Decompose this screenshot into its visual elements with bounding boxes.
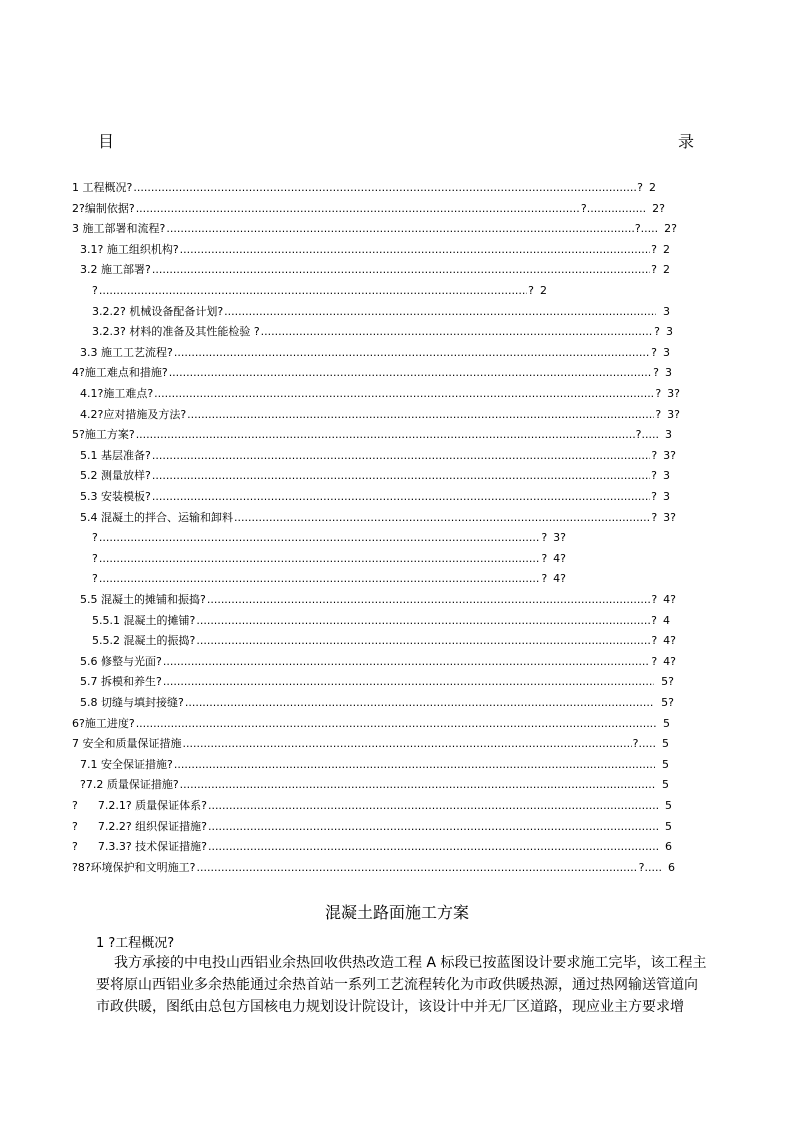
toc-entry[interactable] xyxy=(72,796,672,817)
toc-entry-title: 7.1 安全保证措施? xyxy=(80,757,173,771)
toc-entry-title: 5?施工方案? xyxy=(72,428,135,442)
toc-page-number: 2 xyxy=(663,263,670,277)
toc-entry[interactable] xyxy=(80,693,674,714)
toc-page-number: 6 xyxy=(665,840,672,854)
toc-page-number: 3? xyxy=(663,448,676,462)
toc-page-number: 3 xyxy=(665,428,672,442)
toc-entry-separator: ? xyxy=(651,345,657,359)
toc-leader-dots xyxy=(180,775,655,795)
toc-entry-separator: ? xyxy=(653,366,659,380)
toc-entry-separator: ? xyxy=(541,572,548,586)
toc-entry-title: ? xyxy=(92,551,98,565)
toc-leader-dots xyxy=(154,384,654,404)
toc-entry[interactable] xyxy=(92,549,566,570)
toc-leader-dots xyxy=(169,363,652,383)
toc-entry[interactable] xyxy=(80,775,669,796)
toc-entry-title: 5.6 修整与光面? xyxy=(80,654,162,668)
toc-page-number: 4? xyxy=(663,654,676,668)
toc-entry[interactable] xyxy=(72,178,656,199)
toc-entry-title: 5.5.1 混凝土的摊铺? xyxy=(92,613,196,627)
toc-entry[interactable] xyxy=(80,652,676,673)
toc-entry[interactable] xyxy=(92,611,670,632)
toc-entry-title: 7.3.3? 技术保证措施? xyxy=(97,840,208,854)
toc-leader-dots xyxy=(261,322,653,342)
toc-page-number: 5 xyxy=(663,716,670,730)
toc-page-number: 6 xyxy=(668,860,675,874)
toc-entry-title: 4?施工难点和措施? xyxy=(72,366,168,380)
toc-entry[interactable] xyxy=(80,672,674,693)
toc-entry-separator: ?..... xyxy=(635,428,659,442)
toc-entry-separator: ? xyxy=(541,551,548,565)
toc-page-number: 3? xyxy=(667,387,680,400)
toc-leader-dots xyxy=(180,240,650,260)
toc-leader-dots xyxy=(208,796,658,816)
toc-entry-separator: ? xyxy=(541,531,548,545)
toc-entry[interactable] xyxy=(72,363,672,384)
toc-leader-dots xyxy=(208,837,658,857)
toc-leader-dots xyxy=(174,343,650,363)
toc-entry-marker: ? xyxy=(72,799,78,812)
toc-entry-title: 7.2.1? 质量保证体系? xyxy=(97,799,208,812)
toc-entry-title: 5.2 测量放样? xyxy=(80,469,151,483)
toc-entry-separator: ? xyxy=(651,242,657,256)
toc-leader-dots xyxy=(224,302,656,322)
toc-page-number: 3 xyxy=(663,469,670,483)
toc-entry-separator: ?..... xyxy=(634,222,659,236)
toc-entry-separator: ?................. xyxy=(580,201,647,215)
toc-entry-title: 5.5.2 混凝土的振捣? xyxy=(92,634,196,648)
toc-page-number: 2 xyxy=(649,181,656,194)
toc-entry[interactable] xyxy=(92,569,566,590)
toc-entry-separator: ? xyxy=(528,284,534,297)
toc-page-number: 3 xyxy=(663,490,670,503)
toc-leader-dots xyxy=(163,672,654,692)
toc-entry[interactable] xyxy=(80,487,670,508)
toc-page-number: 3? xyxy=(663,510,676,524)
toc-entry[interactable] xyxy=(72,837,672,858)
toc-page-number: 4? xyxy=(553,572,566,586)
toc-entry-marker: ? xyxy=(72,840,78,854)
toc-entry-title: 3.1? 施工组织机构? xyxy=(80,242,179,256)
toc-entry-separator: ? xyxy=(651,263,657,277)
section-heading: 1 ?工程概况? xyxy=(96,936,175,951)
toc-heading-left: 目 xyxy=(98,132,115,151)
toc-entry-title: 5.3 安装模板? xyxy=(80,490,151,503)
toc-entry-title: 7.2.2? 组织保证措施? xyxy=(97,819,208,833)
toc-entry-separator: ?..... xyxy=(638,860,662,874)
toc-entry-separator: ? xyxy=(637,181,643,194)
toc-leader-dots xyxy=(133,178,636,198)
toc-entry-title: 3.2.3? 材料的准备及其性能检验 ? xyxy=(92,325,260,339)
toc-entry[interactable] xyxy=(72,425,672,446)
toc-entry-separator: ? xyxy=(651,510,658,524)
toc-leader-dots xyxy=(152,487,650,507)
toc-leader-dots xyxy=(234,508,650,528)
toc-leader-dots xyxy=(152,446,650,466)
toc-page-number: 5 xyxy=(665,799,672,812)
toc-leader-dots xyxy=(185,693,654,713)
toc-leader-dots xyxy=(152,466,650,486)
toc-entry-separator: ? xyxy=(655,387,662,400)
toc-entry[interactable] xyxy=(80,466,670,487)
toc-entry-title: 4.2?应对措施及方法? xyxy=(80,407,187,421)
toc-page-number: 5 xyxy=(662,757,669,771)
toc-page-number: 2? xyxy=(664,222,677,236)
toc-entry-title: ? xyxy=(92,284,98,297)
toc-leader-dots xyxy=(152,260,650,280)
toc-entry-title: ?7.2 质量保证措施? xyxy=(80,778,179,792)
toc-page-number: 5? xyxy=(661,675,674,689)
toc-entry[interactable] xyxy=(92,322,673,343)
toc-leader-dots xyxy=(197,858,638,878)
toc-leader-dots xyxy=(196,611,650,631)
toc-entry-separator: ? xyxy=(651,448,658,462)
toc-entry-separator: ? xyxy=(651,634,658,648)
toc-page-number: 4? xyxy=(553,551,566,565)
toc-leader-dots xyxy=(207,590,650,610)
toc-entry[interactable] xyxy=(80,446,676,467)
toc-entry-title: 5.8 切缝与填封接缝? xyxy=(80,696,184,709)
toc-page-number: 5 xyxy=(662,778,669,792)
toc-entry[interactable] xyxy=(72,714,670,735)
toc-entry[interactable] xyxy=(80,508,676,529)
toc-page-number: 4 xyxy=(663,613,670,627)
toc-entry[interactable] xyxy=(92,281,547,302)
toc-entry-title: 7 安全和质量保证措施 xyxy=(72,737,182,751)
toc-entry-title: ? xyxy=(92,572,98,586)
toc-entry-separator: ? xyxy=(655,407,662,421)
toc-leader-dots xyxy=(136,199,580,219)
toc-entry-title: 6?施工进度? xyxy=(72,716,135,730)
toc-entry[interactable] xyxy=(80,240,670,261)
toc-entry-separator: ? xyxy=(651,593,658,606)
toc-entry-separator: ? xyxy=(651,469,657,483)
toc-leader-dots xyxy=(99,528,540,548)
toc-leader-dots xyxy=(166,219,633,239)
toc-page-number: 3 xyxy=(665,366,672,380)
toc-leader-dots xyxy=(183,734,632,754)
toc-entry-title: ? xyxy=(92,531,98,545)
toc-entry[interactable] xyxy=(92,302,670,323)
toc-entry[interactable] xyxy=(80,384,680,405)
toc-entry-title: 5.5 混凝土的摊铺和振捣? xyxy=(80,593,206,606)
toc-entry-title: 4.1?施工难点? xyxy=(80,387,154,400)
toc-entry-separator: ? xyxy=(651,490,657,503)
toc-leader-dots xyxy=(174,755,655,775)
toc-entry-marker: ? xyxy=(72,819,78,833)
toc-entry-separator: ? xyxy=(651,613,657,627)
toc-page-number: 2? xyxy=(652,201,665,215)
toc-entry-title: 5.4 混凝土的拌合、运输和卸料 xyxy=(80,510,233,524)
toc-entry-separator: ? xyxy=(654,325,660,339)
toc-leader-dots xyxy=(163,652,650,672)
toc-page-number: 5 xyxy=(665,819,672,833)
body-paragraph: 我方承接的中电投山西铝业余热回收供热改造工程 A 标段已按蓝图设计要求施工完毕，该工程主要将原山西铝业多余热能通过余热首站一系列工艺流程转化为市政供暖热源，通过热网输送管道向市政供暖，图纸由总包方国核电力规划设计院设计，该设计中并无厂区道路，现应业主方要求增 xyxy=(96,955,707,1015)
toc-page-number: 3 xyxy=(666,325,673,339)
toc-entry[interactable] xyxy=(80,405,680,426)
toc-leader-dots xyxy=(187,405,654,425)
toc-entry-title: 3.2.2? 机械设备配备计划? xyxy=(92,304,224,318)
toc-page-number: 4? xyxy=(663,593,676,606)
toc-entry[interactable] xyxy=(92,528,566,549)
toc-leader-dots xyxy=(99,549,540,569)
toc-page-number: 2 xyxy=(540,284,547,297)
toc-page-number: 4? xyxy=(663,634,676,648)
toc-page-number: 3? xyxy=(553,531,566,545)
document-title: 混凝土路面施工方案 xyxy=(324,903,469,922)
toc-entry[interactable] xyxy=(80,260,670,281)
toc-entry-separator: ? xyxy=(651,654,658,668)
toc-leader-dots xyxy=(136,714,656,734)
toc-entry-title: 1 工程概况? xyxy=(72,181,133,194)
toc-entry[interactable] xyxy=(72,199,665,220)
toc-entry-title: 2?编制依据? xyxy=(72,201,135,215)
toc-leader-dots xyxy=(136,425,635,445)
toc-page-number: 5? xyxy=(661,696,674,709)
toc-page-number: 3? xyxy=(667,407,680,421)
toc-page-number: 5 xyxy=(662,737,669,751)
toc-entry-title: 5.7 拆模和养生? xyxy=(80,675,162,689)
toc-entry[interactable] xyxy=(80,590,676,611)
toc-leader-dots xyxy=(208,817,658,837)
toc-leader-dots xyxy=(99,281,527,301)
toc-heading-right: 录 xyxy=(678,132,695,151)
toc-page-number: 3 xyxy=(663,345,670,359)
toc-entry[interactable] xyxy=(72,858,675,879)
toc-entry[interactable] xyxy=(92,631,676,652)
toc-page-number: 3 xyxy=(663,304,670,318)
toc-entry-title: 5.1 基层准备? xyxy=(80,448,151,462)
toc-entry[interactable] xyxy=(80,755,669,776)
toc-entry[interactable] xyxy=(72,734,669,755)
toc-entry[interactable] xyxy=(72,817,672,838)
toc-entry[interactable] xyxy=(72,219,677,240)
toc-page-number: 2 xyxy=(663,242,670,256)
toc-leader-dots xyxy=(196,631,650,651)
toc-entry[interactable] xyxy=(80,343,670,364)
toc-entry-title: ?8?环境保护和文明施工? xyxy=(72,860,196,874)
toc-entry-title: 3 施工部署和流程? xyxy=(72,222,166,236)
toc-entry-title: 3.2 施工部署? xyxy=(80,263,151,277)
toc-entry-title: 3.3 施工工艺流程? xyxy=(80,345,173,359)
toc-entry-separator: ?..... xyxy=(632,737,656,751)
toc-leader-dots xyxy=(99,569,540,589)
